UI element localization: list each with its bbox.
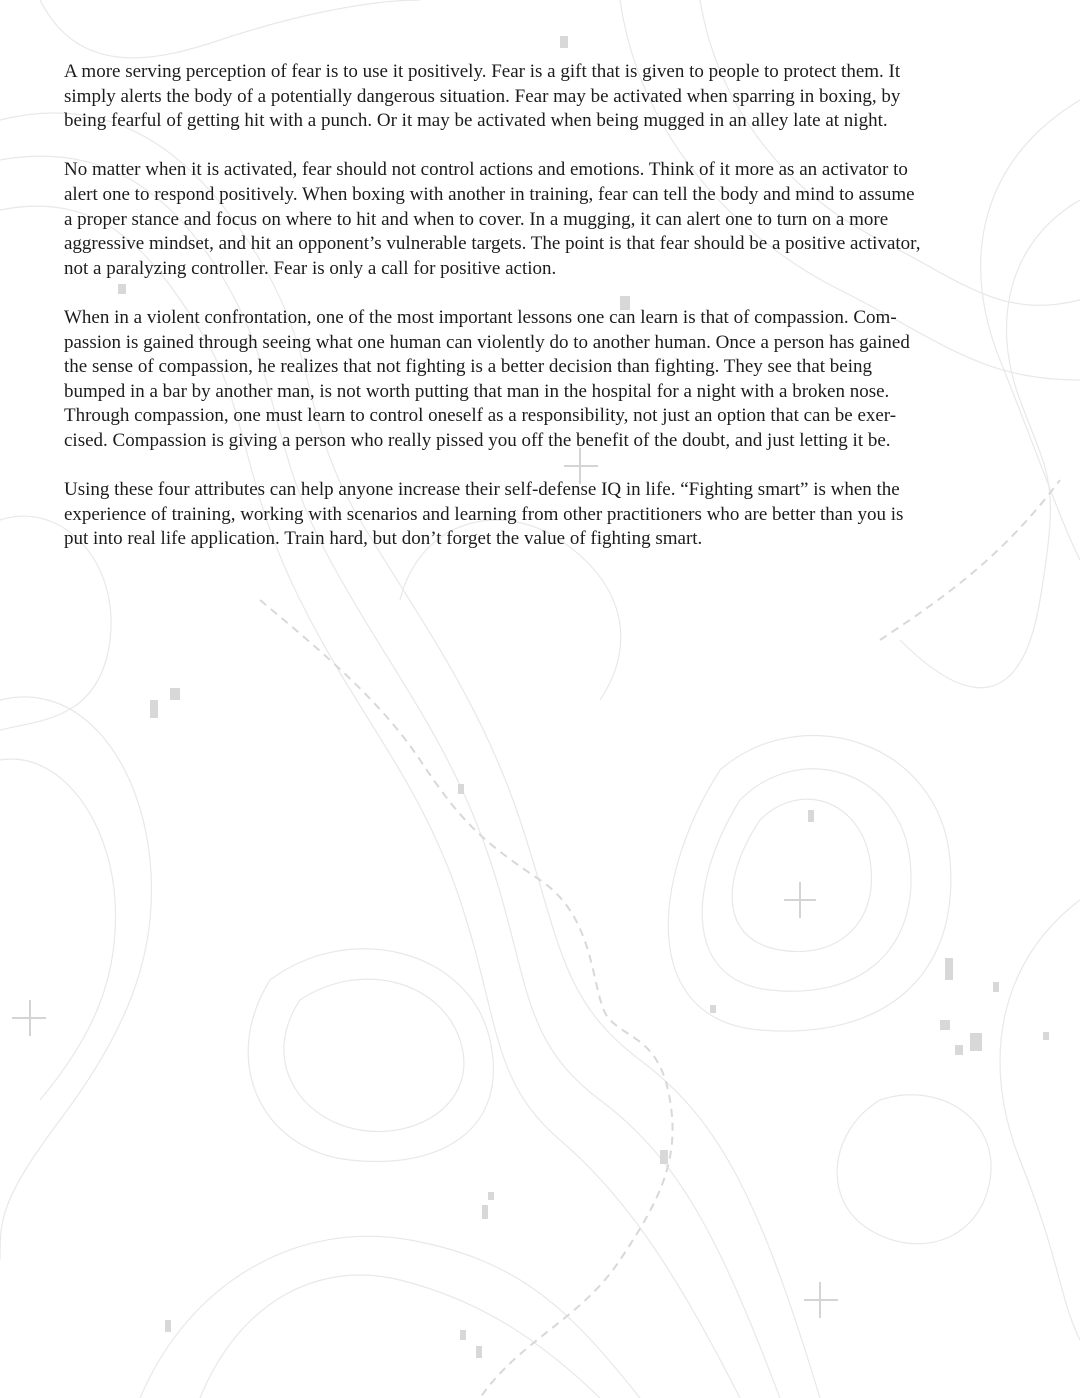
text-line: experience of training, working with scenarios and learning from other practitioners who are better than you is <box>64 503 904 525</box>
text-line: simply alerts the body of a potentially dangerous situation. Fear may be activated when sparring in boxing, by <box>64 85 901 107</box>
text-line: a proper stance and focus on where to hit and when to cover. In a mugging, it can alert one to turn on a more <box>64 208 889 230</box>
text-line: Using these four attributes can help anyone increase their self-defense IQ in life. “Fighting smart” is when the <box>64 479 900 501</box>
text-line: cised. Compassion is giving a person who really pissed you off the benefit of the doubt, and just letting it be. <box>64 429 891 451</box>
text-line: being fearful of getting hit with a punch. Or it may be activated when being mugged in an alley late at night. <box>64 110 888 132</box>
paragraph-fear-as-activator <box>64 158 1024 281</box>
document-body <box>64 60 1024 576</box>
text-line: put into real life application. Train hard, but don’t forget the value of fighting smart. <box>64 528 703 550</box>
text-line: alert one to respond positively. When boxing with another in training, fear can tell the body and mind to assume <box>64 183 915 205</box>
text-line: Through compassion, one must learn to control oneself as a responsibility, not just an option that can be exer- <box>64 405 897 427</box>
text-line: When in a violent confrontation, one of the most important lessons one can learn is that of compassion. Com- <box>64 306 897 328</box>
paragraph-fear-as-gift <box>64 60 1024 134</box>
text-line: aggressive mindset, and hit an opponent’s vulnerable targets. The point is that fear should be a positive activator, <box>64 233 921 255</box>
text-line: the sense of compassion, he realizes that not fighting is a better decision than fighting. They see that being <box>64 356 872 378</box>
text-line: No matter when it is activated, fear should not control actions and emotions. Think of it more as an activator to <box>64 159 908 181</box>
text-line: A more serving perception of fear is to use it positively. Fear is a gift that is given to people to protect them. It <box>64 61 901 82</box>
text-line: passion is gained through seeing what one human can violently do to another human. Once a person has gained <box>64 331 910 353</box>
paragraph-compassion <box>64 306 1024 454</box>
text-line: not a paralyzing controller. Fear is only a call for positive action. <box>64 257 557 279</box>
text-line: bumped in a bar by another man, is not worth putting that man in the hospital for a night with a broken nose. <box>64 380 890 402</box>
paragraph-fighting-smart <box>64 478 1024 552</box>
